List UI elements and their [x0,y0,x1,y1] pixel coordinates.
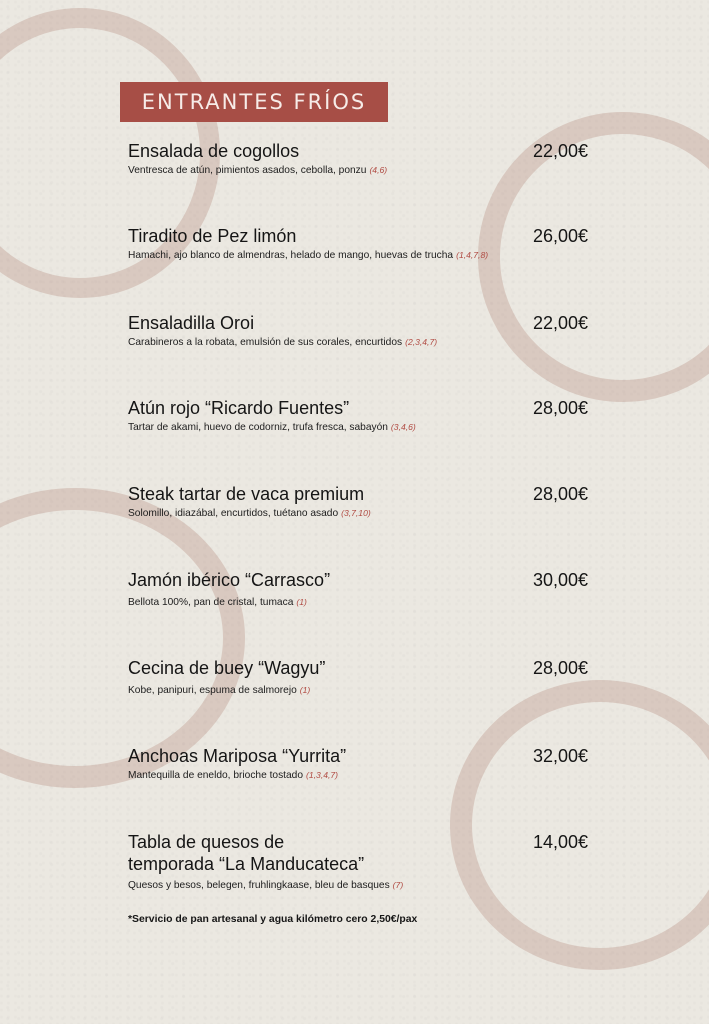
description-text: Carabineros a la robata, emulsión de sus corales, encurtidos [128,337,403,348]
wine-stain-ring [450,680,709,970]
item-price: 30,00€ [532,570,588,590]
menu-item [128,831,590,893]
item-price: 28,00€ [532,398,588,418]
description-text: Kobe, panipuri, espuma de salmorejo [128,685,297,696]
menu-item [128,225,590,263]
description-text: Tartar de akami, huevo de codorniz, trufa fresca, sabayón [128,422,388,433]
item-name: Steak tartar de vaca premium [128,484,365,504]
item-price: 22,00€ [532,313,588,333]
section-title: ENTRANTES FRÍOS [120,82,388,122]
item-description [128,506,590,521]
item-price: 28,00€ [532,484,588,504]
item-price: 26,00€ [532,226,588,246]
menu-item [128,140,590,178]
item-name: Tabla de quesos de temporada “La Manducateca” [128,832,365,874]
item-description [128,163,590,178]
item-description [128,878,590,893]
item-description [128,248,590,263]
allergen-codes: (1,3,4,7) [306,770,339,780]
menu-item [128,312,590,350]
item-description [128,595,590,610]
description-text: Quesos y besos, belegen, fruhlingkaase, bleu de basques [128,880,390,891]
item-name: Ensaladilla Oroi [128,313,255,333]
menu-item [128,569,590,610]
allergen-codes: (7) [392,880,404,890]
item-description [128,768,590,783]
allergen-codes: (1) [299,685,311,695]
allergen-codes: (2,3,4,7) [405,337,438,347]
item-name: Atún rojo “Ricardo Fuentes” [128,398,350,418]
allergen-codes: (4,6) [369,165,388,175]
item-name: Ensalada de cogollos [128,141,300,161]
description-text: Solomillo, idiazábal, encurtidos, tuétano asado [128,508,339,519]
footnote: *Servicio de pan artesanal y agua kilómetro cero 2,50€/pax [128,914,418,925]
menu-item [128,657,590,698]
menu-item [128,483,590,521]
item-price: 32,00€ [532,746,588,766]
item-price: 28,00€ [532,658,588,678]
menu-item [128,397,590,435]
allergen-codes: (1) [296,597,307,607]
description-text: Bellota 100%, pan de cristal, tumaca [128,597,294,608]
item-description [128,335,590,350]
item-name: Anchoas Mariposa “Yurrita” [128,746,347,766]
item-price: 14,00€ [532,832,588,852]
allergen-codes: (3,4,6) [390,422,416,432]
allergen-codes: (1,4,7,8) [456,250,489,260]
allergen-codes: (3,7,10) [341,508,371,518]
menu-item [128,745,590,783]
item-description [128,683,590,698]
item-description [128,420,590,435]
item-name: Cecina de buey “Wagyu” [128,658,326,678]
wine-stain-ring [0,488,245,788]
description-text: Ventresca de atún, pimientos asados, cebolla, ponzu [128,165,367,176]
item-price: 22,00€ [532,141,588,161]
item-name: Jamón ibérico “Carrasco” [128,570,331,590]
description-text: Hamachi, ajo blanco de almendras, helado de mango, huevas de trucha [128,250,454,261]
description-text: Mantequilla de eneldo, brioche tostado [128,770,304,781]
item-name: Tiradito de Pez limón [128,226,297,246]
